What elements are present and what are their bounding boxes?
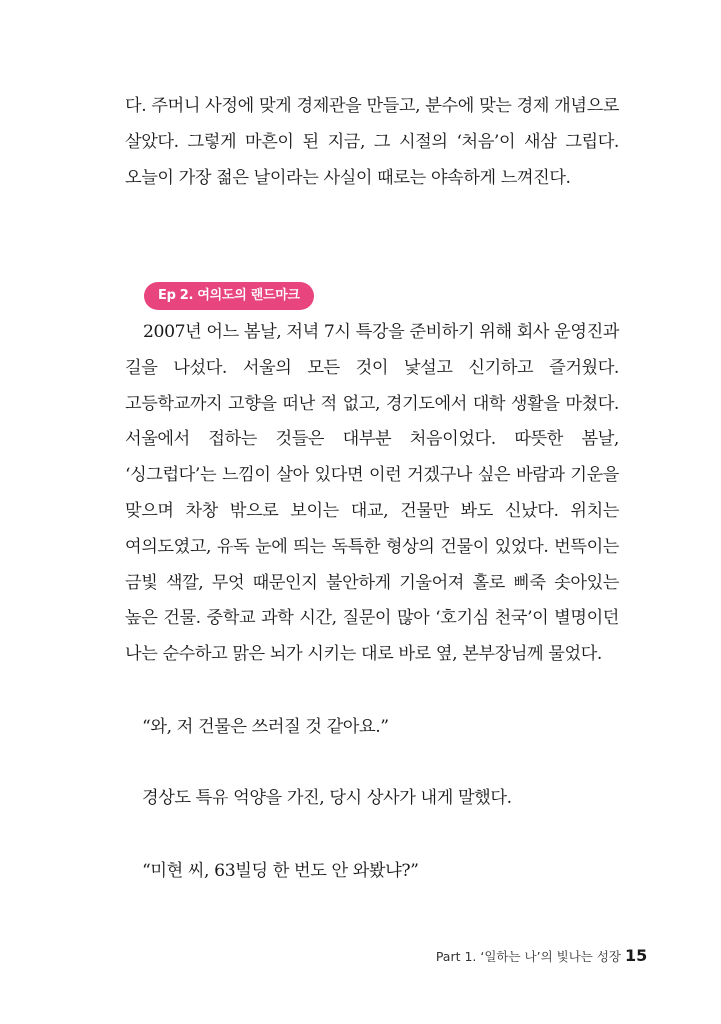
intro-paragraph: 다. 주머니 사정에 맞게 경제관을 만들고, 분수에 맞는 경제 개념으로 살았다. 그렇게 마흔이 된 지금, 그 시절의 ‘처음’이 새삼 그립다. 오늘이 가장 젊은 날이라는 사실이 때로는 야속하게 느껴진다. <box>125 96 619 188</box>
quote-1: “와, 저 건물은 쓰러질 것 같아요.” <box>142 717 389 737</box>
narration-paragraph: 경상도 특유 억양을 가진, 당시 상사가 내게 말했다. <box>142 788 512 808</box>
running-title: Part 1. ‘일하는 나’의 빛나는 성장 <box>435 949 621 964</box>
page-number: 15 <box>625 946 648 965</box>
quote-2: “미현 씨, 63빌딩 한 번도 안 와봤냐?” <box>142 861 419 881</box>
episode-badge: Ep 2. 여의도의 랜드마크 <box>144 282 314 310</box>
main-paragraph: 2007년 어느 봄날, 저녁 7시 특강을 준비하기 위해 회사 운영진과 길을 나섰다. 서울의 모든 것이 낯설고 신기하고 즐거웠다. 고등학교까지 고향을 떠난 적 없고, 경기도에서 대학 생활을 마쳤다. 서울에서 접하는 것들은 대부분 처음이었다. 따뜻한 봄날, ‘싱그럽다’는 느낌이 살아 있다면 이런 거겠구나 싶은 바람과 기운을 맞으며 차창 밖으로 보이는 대교, 건물만 봐도 신났다. 위치는 여의도였고, 유독 눈에 띄는 독특한 형상의 건물이 있었다. 번뜩이는 금빛 색깔, 무엇 때문인지 불안하게 기울어져 홀로 삐죽 솟아있는 높은 건물. 중학교 과학 시간, 질문이 많아 ‘호기심 천국’이 별명이던 나는 순수하고 맑은 뇌가 시키는 대로 바로 옆, 본부장님께 물었다. <box>125 322 619 665</box>
